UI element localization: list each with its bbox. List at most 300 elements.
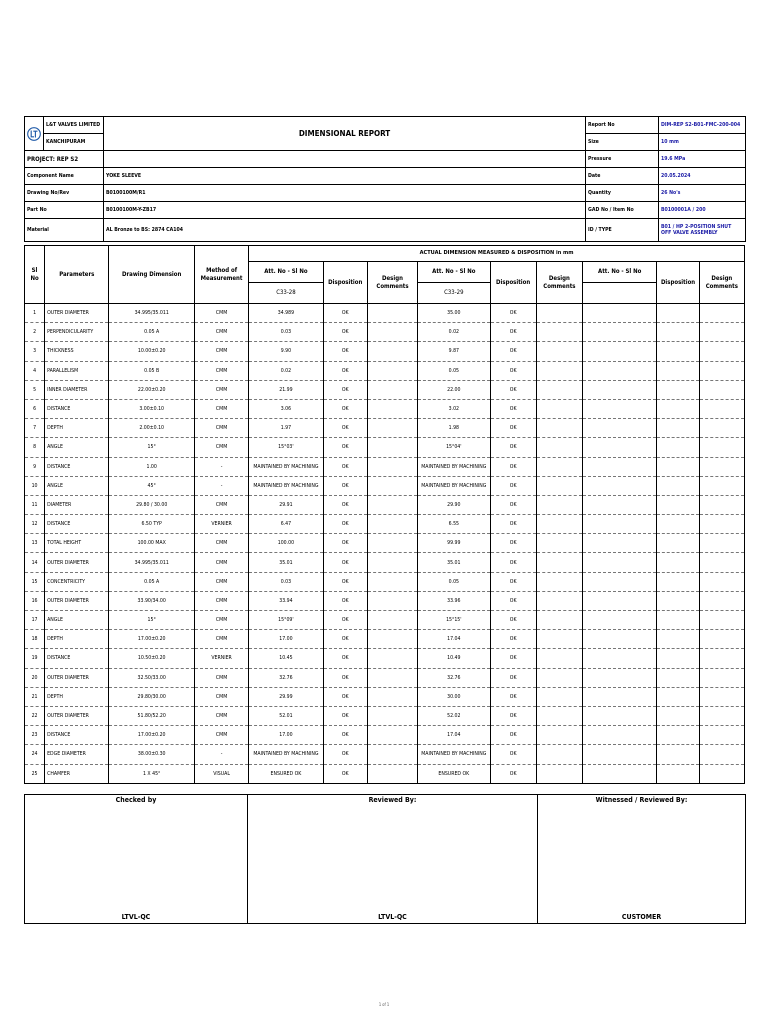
row-sl-no: 17	[25, 611, 45, 630]
checked-by-cell	[25, 795, 248, 924]
row-drawing-dimension: 32.50/33.00	[109, 668, 194, 687]
row-att3-value	[583, 591, 657, 610]
row-method: CMM	[194, 438, 248, 457]
row-att3-comments	[699, 649, 744, 668]
row-att2-value: 32.76	[418, 668, 490, 687]
table-row	[25, 591, 745, 610]
row-att2-comments	[536, 630, 582, 649]
row-method: CMM	[194, 687, 248, 706]
row-att2-comments	[536, 323, 582, 342]
row-att1-disposition: OK	[323, 399, 367, 418]
row-att3-disposition	[657, 534, 699, 553]
row-att3-value	[583, 323, 657, 342]
row-att2-comments	[536, 534, 582, 553]
row-att1-comments	[367, 380, 417, 399]
row-drawing-dimension: 1.00	[109, 457, 194, 476]
row-drawing-dimension: 17.00±0.20	[109, 630, 194, 649]
row-att2-value: 6.55	[418, 515, 490, 534]
row-att1-comments	[367, 726, 417, 745]
lt-logo-icon	[27, 127, 41, 141]
row-att3-disposition	[657, 419, 699, 438]
col-design-comments-1: Design Comments	[367, 262, 417, 304]
row-att2-value: 33.96	[418, 591, 490, 610]
col-disposition-1: Disposition	[323, 262, 367, 304]
row-att1-disposition: OK	[323, 361, 367, 380]
row-att1-comments	[367, 764, 417, 783]
row-att2-value: 10.49	[418, 649, 490, 668]
blank-cell	[104, 151, 586, 168]
row-att3-comments	[699, 515, 744, 534]
row-att2-disposition: OK	[490, 534, 536, 553]
row-att3-value	[583, 419, 657, 438]
row-parameter: OUTER DIAMETER	[45, 304, 109, 323]
row-att2-value: 15°15'	[418, 611, 490, 630]
row-parameter: CHAMFER	[45, 764, 109, 783]
row-att3-value	[583, 495, 657, 514]
row-sl-no: 2	[25, 323, 45, 342]
row-sl-no: 14	[25, 553, 45, 572]
row-att1-value: ENSURED OK	[249, 764, 323, 783]
row-att1-disposition: OK	[323, 553, 367, 572]
company-location: KANCHIPURAM	[44, 134, 104, 151]
row-sl-no: 7	[25, 419, 45, 438]
row-sl-no: 12	[25, 515, 45, 534]
company-logo	[25, 117, 44, 151]
row-parameter: PERPENDICULARITY	[45, 323, 109, 342]
row-att2-value: MAINTAINED BY MACHINING	[418, 457, 490, 476]
row-att2-disposition: OK	[490, 611, 536, 630]
row-att3-comments	[699, 457, 744, 476]
row-method: CMM	[194, 726, 248, 745]
row-att1-value: 15°03'	[249, 438, 323, 457]
row-att1-disposition: OK	[323, 630, 367, 649]
row-att1-disposition: OK	[323, 764, 367, 783]
row-parameter: OUTER DIAMETER	[45, 706, 109, 725]
row-att2-disposition: OK	[490, 342, 536, 361]
row-sl-no: 8	[25, 438, 45, 457]
gad-no-value: B0100001A / 200	[659, 202, 746, 219]
row-att1-disposition: OK	[323, 611, 367, 630]
row-att1-disposition: OK	[323, 706, 367, 725]
component-name-value: YOKE SLEEVE	[104, 168, 586, 185]
row-att1-comments	[367, 591, 417, 610]
row-att3-comments	[699, 745, 744, 764]
row-att3-value	[583, 534, 657, 553]
row-att2-disposition: OK	[490, 419, 536, 438]
drawing-no-label: Drawing No/Rev	[25, 185, 104, 202]
row-att2-comments	[536, 745, 582, 764]
row-att1-disposition: OK	[323, 591, 367, 610]
part-no-value: B0100100M-Y-ZB17	[104, 202, 586, 219]
row-drawing-dimension: 51.80/52.20	[109, 706, 194, 725]
row-drawing-dimension: 0.05 A	[109, 323, 194, 342]
row-att1-disposition: OK	[323, 687, 367, 706]
row-att2-disposition: OK	[490, 764, 536, 783]
row-att2-disposition: OK	[490, 380, 536, 399]
row-att2-comments	[536, 304, 582, 323]
row-method: CMM	[194, 668, 248, 687]
row-att1-comments	[367, 476, 417, 495]
row-att2-disposition: OK	[490, 361, 536, 380]
row-att1-comments	[367, 399, 417, 418]
row-att1-disposition: OK	[323, 515, 367, 534]
row-att3-comments	[699, 726, 744, 745]
table-row	[25, 649, 745, 668]
table-row	[25, 668, 745, 687]
row-att1-value: 17.00	[249, 726, 323, 745]
row-att2-comments	[536, 399, 582, 418]
table-row	[25, 438, 745, 457]
row-att1-comments	[367, 323, 417, 342]
row-att2-comments	[536, 342, 582, 361]
row-att2-value: 17.04	[418, 726, 490, 745]
row-att3-value	[583, 515, 657, 534]
row-att3-comments	[699, 361, 744, 380]
table-row	[25, 342, 745, 361]
row-method: CMM	[194, 706, 248, 725]
row-sl-no: 10	[25, 476, 45, 495]
col-att-no-1: Att. No - Sl No	[249, 262, 323, 283]
row-att3-value	[583, 342, 657, 361]
row-att1-value: 17.00	[249, 630, 323, 649]
row-sl-no: 9	[25, 457, 45, 476]
row-parameter: DIAMETER	[45, 495, 109, 514]
date-value: 20.05.2024	[659, 168, 746, 185]
table-row	[25, 611, 745, 630]
row-att3-comments	[699, 668, 744, 687]
att3-id	[583, 283, 657, 304]
row-att2-disposition: OK	[490, 630, 536, 649]
row-att3-disposition	[657, 515, 699, 534]
pressure-label: Pressure	[586, 151, 659, 168]
row-method: CMM	[194, 553, 248, 572]
row-method: VISUAL	[194, 764, 248, 783]
row-sl-no: 3	[25, 342, 45, 361]
row-att2-disposition: OK	[490, 591, 536, 610]
row-att3-disposition	[657, 361, 699, 380]
row-parameter: DISTANCE	[45, 457, 109, 476]
row-att3-value	[583, 687, 657, 706]
row-drawing-dimension: 6.50 TYP	[109, 515, 194, 534]
row-att3-disposition	[657, 649, 699, 668]
table-body	[25, 304, 745, 784]
col-design-comments-3: Design Comments	[699, 262, 744, 304]
row-att1-value: 29.99	[249, 687, 323, 706]
row-drawing-dimension: 10.50±0.20	[109, 649, 194, 668]
row-att2-comments	[536, 611, 582, 630]
row-method: VERNIER	[194, 649, 248, 668]
row-att2-value: 9.87	[418, 342, 490, 361]
material-label: Material	[25, 219, 104, 242]
row-att3-disposition	[657, 726, 699, 745]
table-row	[25, 495, 745, 514]
id-type-value: B01 / HP 2-POSITION SHUT OFF VALVE ASSEMBLY	[659, 219, 746, 242]
row-att3-value	[583, 457, 657, 476]
row-att2-disposition: OK	[490, 438, 536, 457]
row-sl-no: 22	[25, 706, 45, 725]
row-att2-disposition: OK	[490, 553, 536, 572]
table-row	[25, 457, 745, 476]
row-att3-value	[583, 706, 657, 725]
row-method: CMM	[194, 611, 248, 630]
row-att2-value: 0.02	[418, 323, 490, 342]
table-row	[25, 380, 745, 399]
row-att1-comments	[367, 745, 417, 764]
row-att2-comments	[536, 687, 582, 706]
row-drawing-dimension: 22.00±0.20	[109, 380, 194, 399]
row-att1-disposition: OK	[323, 419, 367, 438]
row-att1-disposition: OK	[323, 476, 367, 495]
row-drawing-dimension: 29.80/30.00	[109, 687, 194, 706]
row-att1-comments	[367, 515, 417, 534]
row-method: -	[194, 457, 248, 476]
table-row	[25, 399, 745, 418]
row-parameter: DISTANCE	[45, 515, 109, 534]
row-att1-value: 35.01	[249, 553, 323, 572]
row-att1-comments	[367, 419, 417, 438]
table-row	[25, 630, 745, 649]
row-parameter: OUTER DIAMETER	[45, 553, 109, 572]
row-parameter: DEPTH	[45, 687, 109, 706]
col-sl-no: Sl No	[25, 246, 45, 304]
row-att3-value	[583, 649, 657, 668]
row-att3-disposition	[657, 706, 699, 725]
row-att2-comments	[536, 361, 582, 380]
row-att1-disposition: OK	[323, 495, 367, 514]
row-att3-disposition	[657, 630, 699, 649]
row-att1-comments	[367, 304, 417, 323]
row-att2-comments	[536, 515, 582, 534]
row-sl-no: 1	[25, 304, 45, 323]
row-drawing-dimension: 38.00±0.30	[109, 745, 194, 764]
row-parameter: DEPTH	[45, 630, 109, 649]
row-att3-comments	[699, 630, 744, 649]
row-att1-value: 6.47	[249, 515, 323, 534]
row-att3-disposition	[657, 304, 699, 323]
row-att3-comments	[699, 304, 744, 323]
row-att2-value: 0.05	[418, 572, 490, 591]
row-sl-no: 4	[25, 361, 45, 380]
row-att2-disposition: OK	[490, 399, 536, 418]
row-att3-disposition	[657, 572, 699, 591]
page-number: 1 of 1	[378, 1002, 390, 1007]
row-drawing-dimension: 15°	[109, 611, 194, 630]
row-drawing-dimension: 1 X 45°	[109, 764, 194, 783]
row-att3-comments	[699, 495, 744, 514]
table-row	[25, 476, 745, 495]
table-row	[25, 553, 745, 572]
row-att2-disposition: OK	[490, 515, 536, 534]
row-att1-value: MAINTAINED BY MACHINING	[249, 745, 323, 764]
row-att1-comments	[367, 611, 417, 630]
row-att3-disposition	[657, 323, 699, 342]
row-att3-value	[583, 630, 657, 649]
row-att3-disposition	[657, 668, 699, 687]
row-att1-disposition: OK	[323, 668, 367, 687]
col-disposition-3: Disposition	[657, 262, 699, 304]
row-att3-comments	[699, 380, 744, 399]
row-att1-value: 3.06	[249, 399, 323, 418]
row-att1-comments	[367, 649, 417, 668]
row-parameter: ANGLE	[45, 476, 109, 495]
row-sl-no: 20	[25, 668, 45, 687]
row-parameter: DEPTH	[45, 419, 109, 438]
row-att2-value: 17.04	[418, 630, 490, 649]
row-att3-value	[583, 572, 657, 591]
table-row	[25, 572, 745, 591]
actual-dimension-group: ACTUAL DIMENSION MEASURED & DISPOSITION in mm	[249, 246, 745, 262]
quantity-label: Quantity	[586, 185, 659, 202]
col-parameters: Parameters	[45, 246, 109, 304]
row-att3-value	[583, 611, 657, 630]
row-att3-value	[583, 380, 657, 399]
col-drawing-dimension: Drawing Dimension	[109, 246, 194, 304]
row-sl-no: 6	[25, 399, 45, 418]
row-drawing-dimension: 0.05 B	[109, 361, 194, 380]
row-att2-comments	[536, 495, 582, 514]
row-att1-value: 0.03	[249, 572, 323, 591]
row-sl-no: 5	[25, 380, 45, 399]
row-parameter: OUTER DIAMETER	[45, 668, 109, 687]
table-row	[25, 323, 745, 342]
quantity-value: 26 No's	[659, 185, 746, 202]
row-att3-comments	[699, 419, 744, 438]
row-att1-disposition: OK	[323, 649, 367, 668]
row-att2-comments	[536, 726, 582, 745]
row-att1-value: 33.94	[249, 591, 323, 610]
col-disposition-2: Disposition	[490, 262, 536, 304]
row-method: -	[194, 476, 248, 495]
row-att1-disposition: OK	[323, 572, 367, 591]
row-drawing-dimension: 100.00 MAX	[109, 534, 194, 553]
col-att-no-2: Att. No - Sl No	[418, 262, 490, 283]
row-att3-value	[583, 399, 657, 418]
row-sl-no: 11	[25, 495, 45, 514]
row-sl-no: 15	[25, 572, 45, 591]
row-att1-comments	[367, 361, 417, 380]
size-value: 10 mm	[659, 134, 746, 151]
att1-id: C33-28	[249, 283, 323, 304]
row-parameter: THICKNESS	[45, 342, 109, 361]
row-att3-value	[583, 476, 657, 495]
row-att2-value: 0.05	[418, 361, 490, 380]
row-att1-value: 29.91	[249, 495, 323, 514]
row-att2-value: 99.99	[418, 534, 490, 553]
row-att1-value: 21.99	[249, 380, 323, 399]
row-att3-value	[583, 438, 657, 457]
row-att2-comments	[536, 457, 582, 476]
row-att1-comments	[367, 572, 417, 591]
row-att2-comments	[536, 668, 582, 687]
row-att2-disposition: OK	[490, 476, 536, 495]
row-att2-comments	[536, 706, 582, 725]
row-drawing-dimension: 0.05 A	[109, 572, 194, 591]
reviewed-by-cell	[248, 795, 538, 924]
checked-by-signee: LTVL-QC	[121, 913, 151, 921]
gad-no-label: GAD No / Item No	[586, 202, 659, 219]
row-method: CMM	[194, 304, 248, 323]
row-parameter: DISTANCE	[45, 726, 109, 745]
row-att3-disposition	[657, 476, 699, 495]
row-method: CMM	[194, 591, 248, 610]
row-att1-disposition: OK	[323, 534, 367, 553]
row-drawing-dimension: 45°	[109, 476, 194, 495]
row-att3-comments	[699, 476, 744, 495]
row-att1-value: 1.97	[249, 419, 323, 438]
row-att1-value: 9.90	[249, 342, 323, 361]
row-att2-disposition: OK	[490, 495, 536, 514]
row-sl-no: 18	[25, 630, 45, 649]
row-att1-disposition: OK	[323, 745, 367, 764]
table-row	[25, 726, 745, 745]
size-label: Size	[586, 134, 659, 151]
row-method: CMM	[194, 399, 248, 418]
row-att1-disposition: OK	[323, 304, 367, 323]
row-att1-value: 52.01	[249, 706, 323, 725]
signature-block	[24, 794, 746, 924]
row-sl-no: 19	[25, 649, 45, 668]
table-row	[25, 706, 745, 725]
row-att2-value: 15°04'	[418, 438, 490, 457]
row-att3-value	[583, 361, 657, 380]
row-att1-disposition: OK	[323, 380, 367, 399]
row-drawing-dimension: 15°	[109, 438, 194, 457]
row-att2-disposition: OK	[490, 572, 536, 591]
row-att3-value	[583, 745, 657, 764]
row-att3-disposition	[657, 342, 699, 361]
id-type-label: ID / TYPE	[586, 219, 659, 242]
witnessed-by-cell	[538, 795, 746, 924]
row-att2-value: 30.00	[418, 687, 490, 706]
reviewed-by-label: Reviewed By:	[368, 796, 417, 804]
row-att3-disposition	[657, 553, 699, 572]
row-att3-disposition	[657, 591, 699, 610]
row-att1-value: 100.00	[249, 534, 323, 553]
row-att3-comments	[699, 591, 744, 610]
witnessed-by-signee: CUSTOMER	[621, 913, 662, 921]
row-sl-no: 23	[25, 726, 45, 745]
row-parameter: PARALLELISM	[45, 361, 109, 380]
row-att3-disposition	[657, 380, 699, 399]
row-att2-value: MAINTAINED BY MACHINING	[418, 745, 490, 764]
row-att1-comments	[367, 495, 417, 514]
row-att3-disposition	[657, 764, 699, 783]
row-parameter: ANGLE	[45, 438, 109, 457]
row-att3-value	[583, 726, 657, 745]
row-att1-disposition: OK	[323, 323, 367, 342]
row-sl-no: 25	[25, 764, 45, 783]
row-att2-comments	[536, 476, 582, 495]
row-att1-disposition: OK	[323, 726, 367, 745]
table-row	[25, 534, 745, 553]
row-att2-disposition: OK	[490, 706, 536, 725]
row-att2-comments	[536, 419, 582, 438]
row-drawing-dimension: 2.00±0.10	[109, 419, 194, 438]
row-drawing-dimension: 34.995/35.011	[109, 304, 194, 323]
row-att3-disposition	[657, 399, 699, 418]
row-method: CMM	[194, 342, 248, 361]
row-parameter: CONCENTRICITY	[45, 572, 109, 591]
row-att3-disposition	[657, 495, 699, 514]
row-att3-value	[583, 668, 657, 687]
row-att2-disposition: OK	[490, 745, 536, 764]
row-method: CMM	[194, 495, 248, 514]
col-method: Method of Measurement	[194, 246, 248, 304]
row-att3-disposition	[657, 438, 699, 457]
drawing-no-value: B0100100M/R1	[104, 185, 586, 202]
row-att1-value: 32.76	[249, 668, 323, 687]
component-name-label: Component Name	[25, 168, 104, 185]
